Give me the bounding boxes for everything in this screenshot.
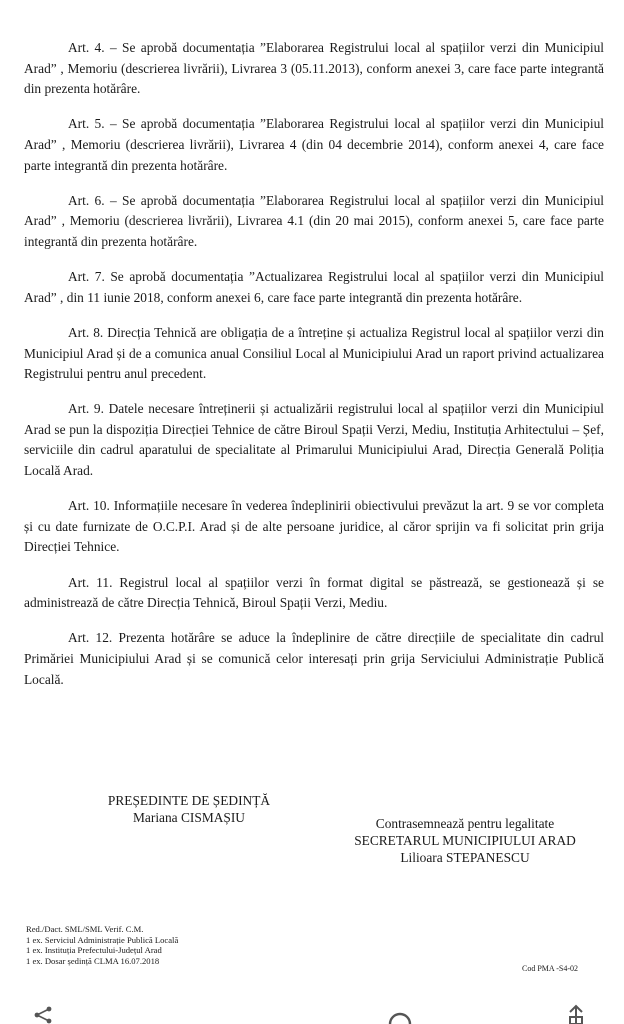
article-9: Art. 9. Datele necesare întreținerii și actualizării registrului local al spațiilor verzi din Municipiul Arad se pun la dispoziția Direcției Tehnice de către Biroul Spații Verzi, Mediu, Instituția Arhitectului – Șef, serviciile din cadrul aparatului de specialitate al Primarului Municipiului Arad, Direcția Generală Poliția Locală Arad. [24,401,604,479]
bottom-toolbar [0,998,624,1024]
distribution-footer [26,924,326,966]
countersign-label: Contrasemnează pentru legalitate [375,816,555,831]
secretary-signature-block [300,815,624,866]
president-name: Mariana CISMAȘIU [133,810,245,825]
secretary-name: Lilioara STEPANESCU [400,850,530,865]
article-11: Art. 11. Registrul local al spațiilor verzi în format digital se păstrează, se gestionează și se administrează de către Direcția Tehnică, Biroul Spații Verzi, Mediu. [24,574,604,611]
edit-icon[interactable] [386,1008,414,1024]
more-icon[interactable] [566,1004,586,1024]
footer-line: 1 ex. Serviciul Administrație Publică Locală [26,934,179,945]
articles-section [24,38,604,705]
document-code: Cod PMA -S4-02 [522,964,579,973]
footer-line: 1 ex. Instituția Prefectului-Județul Arad [26,945,162,956]
president-signature-block [64,792,314,826]
footer-line: Red./Dact. SML/SML Verif. C.M. [26,924,144,934]
article-7: Art. 7. Se aprobă documentația ”Actualizarea Registrului local al spațiilor verzi din Municipiul Arad” , din 11 iunie 2018, conform anexei 6, care face parte integrantă din prezenta hotărâre. [24,269,604,305]
footer-line: 1 ex. Dosar ședință CLMA 16.07.2018 [26,955,160,966]
article-10: Art. 10. Informațiile necesare în vederea îndeplinirii obiectivului prevăzut la art. 9 se vor completa și cu date furnizate de O.C.P.I. Arad și de alte persoane juridice, al căror sprijin va fi solicitat prin grija Direcției Tehnice. [24,498,604,555]
secretary-title: SECRETARUL MUNICIPIULUI ARAD [354,833,576,848]
article-12: Art. 12. Prezenta hotărâre se aduce la îndeplinire de către direcțiile de specialitate din cadrul Primăriei Municipiului Arad și se comunică celor interesați prin grija Serviciului Administrație Publică Locală. [24,630,604,687]
article-8: Art. 8. Direcția Tehnică are obligația de a întreține și actualiza Registrul local al spațiilor verzi din Municipiul Arad și de a comunica anual Consiliul Local al Municipiului Arad un raport privind actualizarea Registrului pentru anul precedent. [24,324,604,382]
share-icon[interactable] [34,1006,54,1024]
article-6: Art. 6. – Se aprobă documentația ”Elaborarea Registrului local al spațiilor verzi din Municipiul Arad” , Memoriu (descrierea livrării), Livrarea 4.1 (din 20 mai 2015), conform anexei 5, care face parte integrantă din prezenta hotărâre. [24,192,604,249]
article-5: Art. 5. – Se aprobă documentația ”Elaborarea Registrului local al spațiilor verzi din Municipiul Arad” , Memoriu (descrierea livrării), Livrarea 4 (din 04 decembrie 2014), conform anexei 4, care face parte integrantă din prezenta hotărâre. [24,116,604,173]
article-4: Art. 4. – Se aprobă documentația ”Elaborarea Registrului local al spațiilor verzi din Municipiul Arad” , Memoriu (descrierea livrării), Livrarea 3 (05.11.2013), conform anexei 3, care face parte integrantă din prezenta hotărâre. [24,40,604,97]
president-title: PREȘEDINTE DE ȘEDINȚĂ [107,793,271,808]
